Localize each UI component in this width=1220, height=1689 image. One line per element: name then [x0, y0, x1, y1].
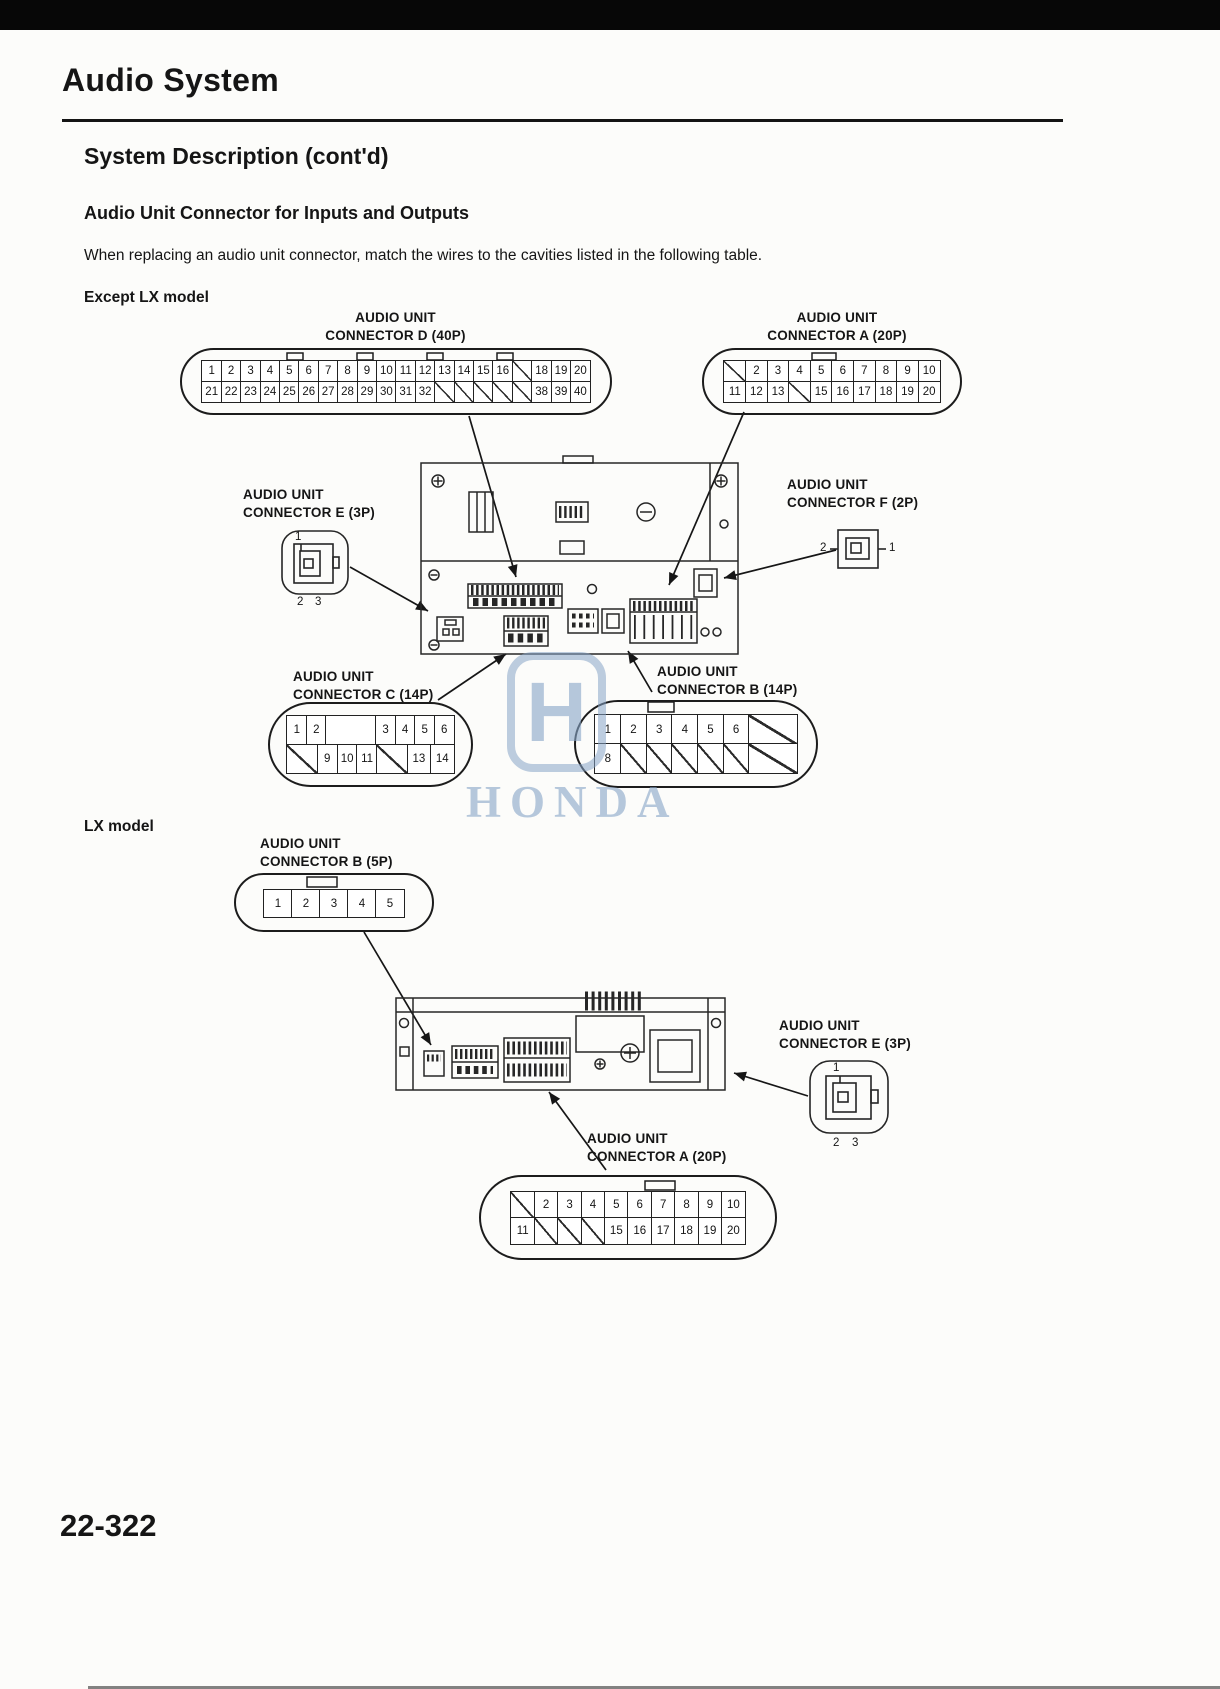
pin-cavity-blocked [473, 381, 494, 403]
pin-row [724, 361, 940, 382]
pin-cavity: 11 [395, 360, 416, 382]
pin-cavity: 22 [221, 381, 242, 403]
pin-cavity: 9 [317, 744, 338, 774]
connector-a20-label-line1: AUDIO UNIT [796, 310, 878, 325]
connector-a20lx-pinout [479, 1175, 777, 1260]
pin-cavity: 6 [723, 714, 750, 744]
pin-cavity: 2 [291, 889, 320, 917]
pin-row [724, 382, 940, 403]
connector-f2-label-line1: AUDIO UNIT [787, 477, 868, 492]
pin-cavity: 29 [357, 381, 378, 403]
pin-cavity: 6 [298, 360, 319, 382]
pin-row [287, 745, 454, 774]
page-title: Audio System [62, 62, 279, 98]
pin-cavity: 7 [318, 360, 339, 382]
pin-cavity: 10 [918, 360, 941, 382]
connector-b14-label-line2: CONNECTOR B (14P) [657, 681, 798, 697]
connector-a20lx-label-line1: AUDIO UNIT [587, 1131, 668, 1146]
pin-cavity-blocked [620, 743, 647, 773]
pin-cavity: 1 [201, 360, 222, 382]
pin-cavity: 26 [298, 381, 319, 403]
pin-cavity: 16 [831, 381, 854, 403]
connector-c14-label-line2: CONNECTOR C (14P) [293, 686, 434, 702]
pin-cavity: 32 [415, 381, 436, 403]
connector-e3lx-pin1-label: 1 [833, 1062, 840, 1074]
pin-row [511, 1218, 745, 1244]
pin-row [202, 382, 590, 403]
pin-cavity-blocked [671, 743, 698, 773]
connector-a20lx-label-line2: CONNECTOR A (20P) [587, 1148, 727, 1164]
connector-d40-pinout [180, 348, 612, 415]
pin-cavity: 9 [357, 360, 378, 382]
pin-cavity: 1 [594, 714, 621, 744]
pin-cavity: 9 [896, 360, 919, 382]
connector-b5lx-label-line2: CONNECTOR B (5P) [260, 853, 393, 869]
pin-cavity: 9 [698, 1191, 723, 1218]
connector-b14-grid [595, 715, 797, 773]
pin-cavity: 8 [337, 360, 358, 382]
pin-cavity-blocked [646, 743, 673, 773]
connector-d40-label-line1: AUDIO UNIT [355, 310, 436, 325]
section-heading: System Description (cont'd) [84, 143, 389, 169]
connector-f2-drawing [830, 530, 886, 568]
pin-cavity: 20 [570, 360, 591, 382]
pin-cavity: 39 [551, 381, 572, 403]
pin-cavity: 40 [570, 381, 591, 403]
connector-a20-label [742, 309, 932, 345]
pin-cavity: 8 [875, 360, 898, 382]
connector-e3-pin1-label: 1 [295, 531, 302, 543]
pin-cavity: 20 [721, 1217, 746, 1244]
pin-cavity-blocked [512, 381, 533, 403]
pin-cavity: 3 [646, 714, 673, 744]
pin-cavity: 18 [531, 360, 552, 382]
pin-cavity-blocked [748, 714, 797, 744]
pin-cavity: 4 [788, 360, 811, 382]
connector-a20-pinout [702, 348, 962, 415]
pin-cavity: 6 [831, 360, 854, 382]
connector-e3lx-pin3-label: 3 [852, 1137, 859, 1149]
pin-cavity: 15 [473, 360, 494, 382]
pin-cavity: 2 [221, 360, 242, 382]
except-lx-model-label: Except LX model [84, 289, 209, 306]
pin-cavity: 13 [407, 744, 432, 774]
pin-cavity: 5 [604, 1191, 629, 1218]
pin-cavity: 12 [745, 381, 768, 403]
pin-cavity: 7 [853, 360, 876, 382]
pin-cavity: 5 [697, 714, 724, 744]
connector-e3-label-line2: CONNECTOR E (3P) [243, 504, 375, 520]
pin-cavity: 6 [627, 1191, 652, 1218]
connector-e3-label-line1: AUDIO UNIT [243, 487, 324, 502]
pin-row [595, 744, 797, 773]
pin-cavity: 11 [356, 744, 377, 774]
pin-cavity: 2 [534, 1191, 559, 1218]
pin-cavity: 27 [318, 381, 339, 403]
scan-edge-top [0, 0, 1220, 30]
connector-b5lx-grid [264, 890, 404, 917]
pin-cavity: 4 [395, 715, 416, 745]
connector-a20-label-line2: CONNECTOR A (20P) [767, 327, 907, 343]
pin-cavity-blocked [697, 743, 724, 773]
pin-cavity: 20 [918, 381, 941, 403]
connector-e3-label [243, 486, 418, 522]
pin-cavity-blocked [534, 1217, 559, 1244]
lx-model-label: LX model [84, 818, 154, 835]
connector-c14-label-line1: AUDIO UNIT [293, 669, 374, 684]
connector-a20lx-grid [511, 1192, 745, 1244]
connector-b5lx-pinout [234, 873, 434, 932]
pin-cavity: 15 [604, 1217, 629, 1244]
pin-cavity: 23 [240, 381, 261, 403]
pin-cavity: 24 [260, 381, 281, 403]
pin-cavity: 19 [896, 381, 919, 403]
audio-unit-exceptlx-drawing [421, 456, 738, 654]
pin-row [595, 715, 797, 744]
pin-cavity: 8 [594, 743, 621, 773]
pin-cavity: 4 [347, 889, 376, 917]
pin-cavity: 15 [810, 381, 833, 403]
pin-cavity-blocked [557, 1217, 582, 1244]
pin-cavity: 16 [627, 1217, 652, 1244]
pin-cavity: 17 [853, 381, 876, 403]
pin-cavity: 28 [337, 381, 358, 403]
pin-cavity-blocked [723, 743, 750, 773]
intro-text: When replacing an audio unit connector, match the wires to the cavities listed in the following table. [84, 247, 763, 264]
pin-cavity: 13 [767, 381, 790, 403]
pin-cavity: 3 [375, 715, 396, 745]
pin-cavity-blocked [510, 1191, 535, 1218]
pin-cavity: 6 [434, 715, 455, 745]
pin-cavity: 12 [415, 360, 436, 382]
pin-row [511, 1192, 745, 1218]
connector-c14-pinout [268, 702, 473, 787]
pin-cavity: 5 [414, 715, 435, 745]
pin-cavity: 2 [620, 714, 647, 744]
title-rule [62, 119, 1063, 122]
pin-cavity: 16 [492, 360, 513, 382]
connector-a20-grid [724, 361, 940, 402]
connector-f2-pin2-label: 2 [820, 542, 827, 554]
leader-lines [350, 412, 836, 1170]
pin-cavity: 19 [551, 360, 572, 382]
pin-cavity: 14 [430, 744, 455, 774]
connector-a20lx-label [587, 1130, 797, 1166]
connector-d40-grid [202, 361, 590, 402]
pin-cavity: 8 [674, 1191, 699, 1218]
connector-e3-pin2-label: 2 [297, 596, 304, 608]
connector-f2-pin1-label: 1 [889, 542, 896, 554]
connector-b14-label-line1: AUDIO UNIT [657, 664, 738, 679]
connector-e3lx-label [779, 1017, 989, 1053]
pin-cavity: 14 [454, 360, 475, 382]
pin-cavity-blocked [286, 744, 317, 774]
connector-b5lx-label-line1: AUDIO UNIT [260, 836, 341, 851]
audio-unit-lx-drawing [396, 998, 725, 1090]
connector-e3lx-drawing [810, 1061, 888, 1133]
pin-cavity: 10 [376, 360, 397, 382]
pin-cavity-blocked [454, 381, 475, 403]
pin-cavity-blocked [376, 744, 407, 774]
connector-e3-drawing [282, 531, 348, 594]
connector-f2-label [787, 476, 967, 512]
connector-c14-grid [287, 716, 454, 773]
honda-logo-letter: H [526, 664, 587, 759]
pin-cavity: 4 [581, 1191, 606, 1218]
connector-c14-label [293, 668, 488, 704]
pin-row [202, 361, 590, 382]
connector-d40-label [298, 309, 493, 345]
pin-cavity-blank [325, 715, 376, 745]
pin-cavity: 4 [260, 360, 281, 382]
connector-e3lx-pin2-label: 2 [833, 1137, 840, 1149]
pin-cavity: 7 [651, 1191, 676, 1218]
pin-cavity: 31 [395, 381, 416, 403]
pin-cavity: 5 [375, 889, 404, 917]
pin-cavity: 3 [319, 889, 348, 917]
pin-cavity: 4 [671, 714, 698, 744]
pin-cavity-blocked [492, 381, 513, 403]
pin-cavity: 3 [767, 360, 790, 382]
pin-cavity: 38 [531, 381, 552, 403]
pin-row [264, 890, 404, 917]
pin-cavity: 10 [721, 1191, 746, 1218]
pin-cavity: 5 [810, 360, 833, 382]
pin-cavity: 5 [279, 360, 300, 382]
pin-cavity-blocked [512, 360, 533, 382]
connector-e3lx-label-line1: AUDIO UNIT [779, 1018, 860, 1033]
pin-cavity: 1 [286, 715, 307, 745]
pin-cavity-blocked [748, 743, 797, 773]
pin-cavity-blocked [788, 381, 811, 403]
pin-cavity: 25 [279, 381, 300, 403]
pin-cavity: 19 [698, 1217, 723, 1244]
pin-cavity-blocked [723, 360, 746, 382]
pin-row [287, 716, 454, 745]
pin-cavity-blocked [434, 381, 455, 403]
pin-cavity: 3 [557, 1191, 582, 1218]
pin-cavity: 11 [723, 381, 746, 403]
page-number: 22-322 [60, 1508, 157, 1543]
subsection-heading: Audio Unit Connector for Inputs and Outputs [84, 203, 469, 223]
pin-cavity: 2 [306, 715, 327, 745]
pin-cavity: 18 [674, 1217, 699, 1244]
connector-b14-pinout [574, 700, 818, 788]
pin-cavity: 3 [240, 360, 261, 382]
connector-f2-label-line2: CONNECTOR F (2P) [787, 494, 919, 510]
connector-d40-label-line2: CONNECTOR D (40P) [325, 327, 466, 343]
pin-cavity: 1 [263, 889, 292, 917]
connector-e3-pin3-label: 3 [315, 596, 322, 608]
pin-cavity: 10 [337, 744, 358, 774]
pin-cavity: 11 [510, 1217, 535, 1244]
connector-b14-label [657, 663, 857, 699]
pin-cavity-blocked [581, 1217, 606, 1244]
pin-cavity: 17 [651, 1217, 676, 1244]
connector-e3lx-label-line2: CONNECTOR E (3P) [779, 1035, 911, 1051]
honda-wordmark-watermark: HONDA [466, 777, 679, 827]
pin-cavity: 13 [434, 360, 455, 382]
pin-cavity: 30 [376, 381, 397, 403]
pin-cavity: 2 [745, 360, 768, 382]
pin-cavity: 18 [875, 381, 898, 403]
pin-cavity: 21 [201, 381, 222, 403]
connector-b5lx-label [260, 835, 440, 871]
